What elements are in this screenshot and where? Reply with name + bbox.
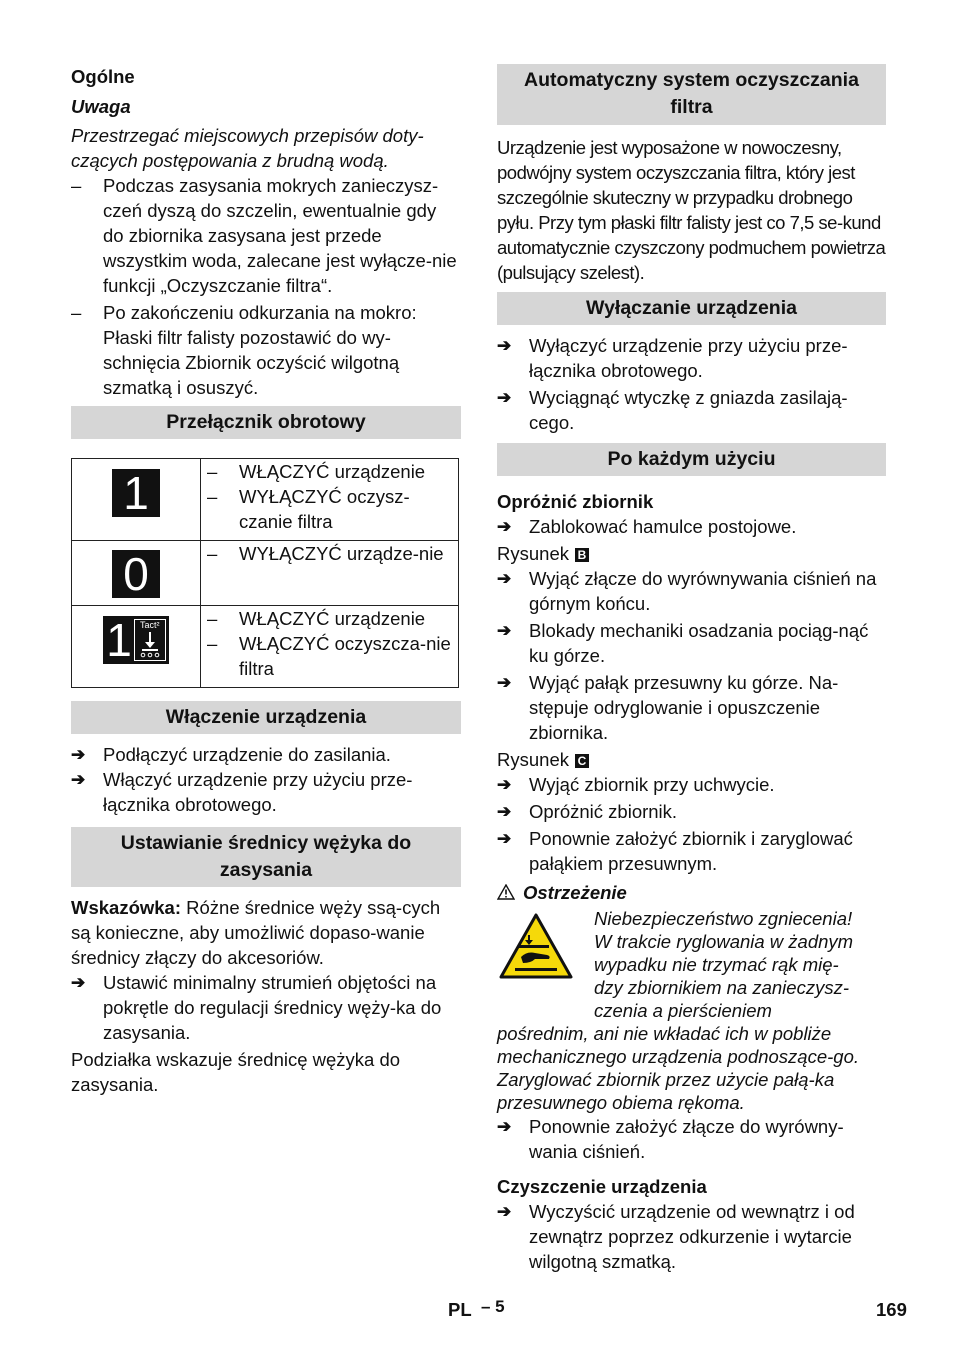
section-heading: Przełącznik obrotowy xyxy=(71,406,461,439)
switch-description xyxy=(201,459,459,541)
footer-lang: PL xyxy=(448,1299,472,1320)
list-item-text: Wyczyścić urządzenie od wewnątrz i od zewnątrz poprzez odkurzenie i wytarcie wilgotną szmatką. xyxy=(529,1201,855,1272)
arrow-bullet-icon: ➔ xyxy=(71,973,86,992)
left-column xyxy=(71,64,461,1097)
figure-ref xyxy=(497,541,886,566)
arrow-bullet-icon: ➔ xyxy=(497,388,512,407)
note-label: Uwaga xyxy=(71,96,131,117)
warning-line: Niebezpieczeństwo zgniecenia! xyxy=(594,908,853,929)
list-item-text: Włączyć urządzenie przy użyciu prze-łącznika obrotowego. xyxy=(103,769,413,815)
arrow-bullet-icon: ➔ xyxy=(497,829,512,848)
warning-block xyxy=(497,907,886,1114)
arrow-list xyxy=(71,742,461,817)
arrow-list xyxy=(71,970,461,1045)
arrow-bullet-icon: ➔ xyxy=(497,517,512,536)
list-item-text: Wyjąć złącze do wyrównywania ciśnień na górnym końcu. xyxy=(529,568,877,614)
switch-symbol-cell xyxy=(72,541,201,606)
arrow-list xyxy=(497,772,886,876)
list-item-text: Po zakończeniu odkurzania na mokro: Płaski filtr falisty pozostawić do wy-schnięcia Zbiornik oczyścić wilgotną szmatką i osuszyć. xyxy=(103,302,417,398)
hint-paragraph xyxy=(71,895,461,970)
switch-function-text: WŁĄCZYĆ urządzenie xyxy=(239,608,426,629)
section-heading: Ustawianie średnicy wężyka do zasysania xyxy=(71,827,461,887)
dash-bullet: – xyxy=(207,633,218,654)
list-item-text: Podczas zasysania mokrych zanieczysz-czeń dyszą do szczelin, ewentualnie gdy do zbiornika zasysana jest przede wszystkim woda, zalecane jest wyłącze-nie funkcji „Oczyszczanie filtra“. xyxy=(103,175,457,296)
position-0-icon: 0 xyxy=(112,550,160,598)
arrow-list-item xyxy=(497,618,886,668)
list-item-text: Podłączyć urządzenie do zasilania. xyxy=(103,744,391,765)
arrow-bullet-icon: ➔ xyxy=(497,1117,512,1136)
switch-function-text: WYŁĄCZYĆ urządze-nie xyxy=(239,543,444,564)
switch-function-item xyxy=(207,541,452,566)
position-1-tact-icon xyxy=(103,616,169,664)
arrow-list-item xyxy=(497,1199,886,1274)
warning-heading xyxy=(497,880,886,905)
arrow-list xyxy=(497,514,886,539)
warning-line: wypadku nie trzymać rąk mię- xyxy=(594,954,839,975)
list-item-text: Wyjąć zbiornik przy uchwycie. xyxy=(529,774,775,795)
arrow-bullet-icon: ➔ xyxy=(497,569,512,588)
figure-label: Rysunek xyxy=(497,543,569,564)
dash-bullet: – xyxy=(71,302,82,323)
arrow-bullet-icon: ➔ xyxy=(71,770,86,789)
list-item-text: Wyłączyć urządzenie przy użyciu prze-łącznika obrotowego. xyxy=(529,335,848,381)
dash-bullet: – xyxy=(207,608,218,629)
dash-bullet: – xyxy=(207,486,218,507)
arrow-bullet-icon: ➔ xyxy=(497,802,512,821)
warning-label: Ostrzeżenie xyxy=(523,882,627,903)
figure-label: Rysunek xyxy=(497,749,569,770)
arrow-bullet-icon: ➔ xyxy=(497,336,512,355)
dash-bullet: – xyxy=(207,543,218,564)
hint-text: Różne średnice węży ssą-cych są konieczne, aby umożliwić dopaso-wanie średnicy złączy do akcesoriów. xyxy=(71,897,441,968)
section-heading: Wyłączanie urządzenia xyxy=(497,292,886,325)
section-heading: Włączenie urządzenia xyxy=(71,701,461,734)
list-item-text: Wyciągnąć wtyczkę z gniazda zasilają-cego. xyxy=(529,387,848,433)
arrow-list-item xyxy=(497,566,886,616)
list-item-text: Ponownie założyć złącze do wyrówny-wania ciśnień. xyxy=(529,1116,844,1162)
figure-letter: C xyxy=(575,754,589,768)
dash-list-item xyxy=(71,300,461,400)
tact-filter-icon xyxy=(134,619,166,661)
switch-table xyxy=(71,458,459,688)
switch-description xyxy=(201,541,459,606)
arrow-list-item xyxy=(71,970,461,1045)
crush-hazard-icon xyxy=(499,913,573,979)
section-heading: Po każdym użyciu xyxy=(497,443,886,476)
subsection-title: Czyszczenie urządzenia xyxy=(497,1176,707,1197)
list-item-text: Opróżnić zbiornik. xyxy=(529,801,678,822)
arrow-list-item xyxy=(497,1114,886,1164)
arrow-list-item xyxy=(497,333,886,383)
arrow-bullet-icon: ➔ xyxy=(497,1202,512,1221)
list-item-text: Wyjąć pałąk przesuwny ku górze. Na-stępuje odryglowanie i opuszczenie zbiornika. xyxy=(529,672,839,743)
body-text: Urządzenie jest wyposażone w nowoczesny, podwójny system oczyszczania filtra, który jest szczególnie skuteczny w przypadku drobnego pyłu. Przy tym płaski filtr falisty jest co 7,5 se-kund automatycznie czyszczony podmuchem powietrza (pulsujący szelest). xyxy=(497,137,886,283)
section-heading: Automatyczny system oczyszczania filtra xyxy=(497,64,886,125)
switch-function-item xyxy=(207,631,452,681)
arrow-bullet-icon: ➔ xyxy=(497,621,512,640)
arrow-list-item xyxy=(497,670,886,745)
arrow-bullet-icon: ➔ xyxy=(497,673,512,692)
warning-line: W trakcie ryglowania w żadnym xyxy=(594,931,854,952)
arrow-list-item xyxy=(497,514,886,539)
switch-function-text: WŁĄCZYĆ oczyszcza-nie filtra xyxy=(239,633,451,679)
switch-symbol-cell xyxy=(72,459,201,541)
warning-line: czenia a pierścieniem xyxy=(594,1000,772,1021)
body-text: Podziałka wskazuje średnicę wężyka do zasysania. xyxy=(71,1049,401,1095)
dash-list xyxy=(71,173,461,400)
arrow-bullet-icon: ➔ xyxy=(71,745,86,764)
warning-line: dzy zbiornikiem na zanieczysz- xyxy=(594,977,849,998)
tact-label: Tact² xyxy=(140,620,160,630)
arrow-list-item xyxy=(71,767,461,817)
switch-function-item xyxy=(207,459,452,484)
page-number: 169 xyxy=(876,1299,907,1320)
switch-row xyxy=(72,606,459,688)
arrow-list-item xyxy=(71,742,461,767)
hint-label: Wskazówka: xyxy=(71,897,182,918)
switch-symbol-cell xyxy=(72,606,201,688)
switch-row xyxy=(72,541,459,606)
switch-function-text: WŁĄCZYĆ urządzenie xyxy=(239,461,426,482)
dash-bullet: – xyxy=(71,175,82,196)
section-title: Ogólne xyxy=(71,66,135,87)
switch-function-text: WYŁĄCZYĆ oczysz-czanie filtra xyxy=(239,486,410,532)
right-column xyxy=(497,64,886,1274)
list-item-text: Ustawić minimalny strumień objętości na pokrętle do regulacji średnicy węży-ka do zasysania. xyxy=(103,972,442,1043)
arrow-bullet-icon: ➔ xyxy=(497,775,512,794)
switch-row xyxy=(72,459,459,541)
position-1-icon: 1 xyxy=(112,469,160,517)
arrow-list-item xyxy=(497,385,886,435)
arrow-list-item xyxy=(497,799,886,824)
list-item-text: Ponownie założyć zbiornik i zaryglować pałąkiem przesuwnym. xyxy=(529,828,853,874)
arrow-list xyxy=(497,1199,886,1274)
warning-text: pośrednim, ani nie wkładać ich w pobliże mechanicznego urządzenia podnoszące-go. Zaryglować zbiornik przez użycie pałą-ka przesuwnego obiema rękoma. xyxy=(497,1023,860,1113)
footer-subpage: – 5 xyxy=(481,1297,505,1316)
list-item-text: Blokady mechaniki osadzania pociąg-nąć ku górze. xyxy=(529,620,869,666)
warning-triangle-icon xyxy=(497,884,515,900)
arrow-list xyxy=(497,333,886,435)
note-text: Przestrzegać miejscowych przepisów doty-czących postępowania z brudną wodą. xyxy=(71,125,424,171)
dash-bullet: – xyxy=(207,461,218,482)
subsection-title: Opróżnić zbiornik xyxy=(497,491,654,512)
list-item-text: Zablokować hamulce postojowe. xyxy=(529,516,797,537)
arrow-list xyxy=(497,566,886,745)
switch-description xyxy=(201,606,459,688)
switch-function-item xyxy=(207,606,452,631)
arrow-list-item xyxy=(497,772,886,797)
position-number: 1 xyxy=(106,614,132,666)
arrow-list-item xyxy=(497,826,886,876)
filter-pulse-icon xyxy=(136,630,164,658)
figure-letter: B xyxy=(575,548,589,562)
dash-list-item xyxy=(71,173,461,298)
figure-ref xyxy=(497,747,886,772)
switch-function-item xyxy=(207,484,452,534)
arrow-list xyxy=(497,1114,886,1164)
